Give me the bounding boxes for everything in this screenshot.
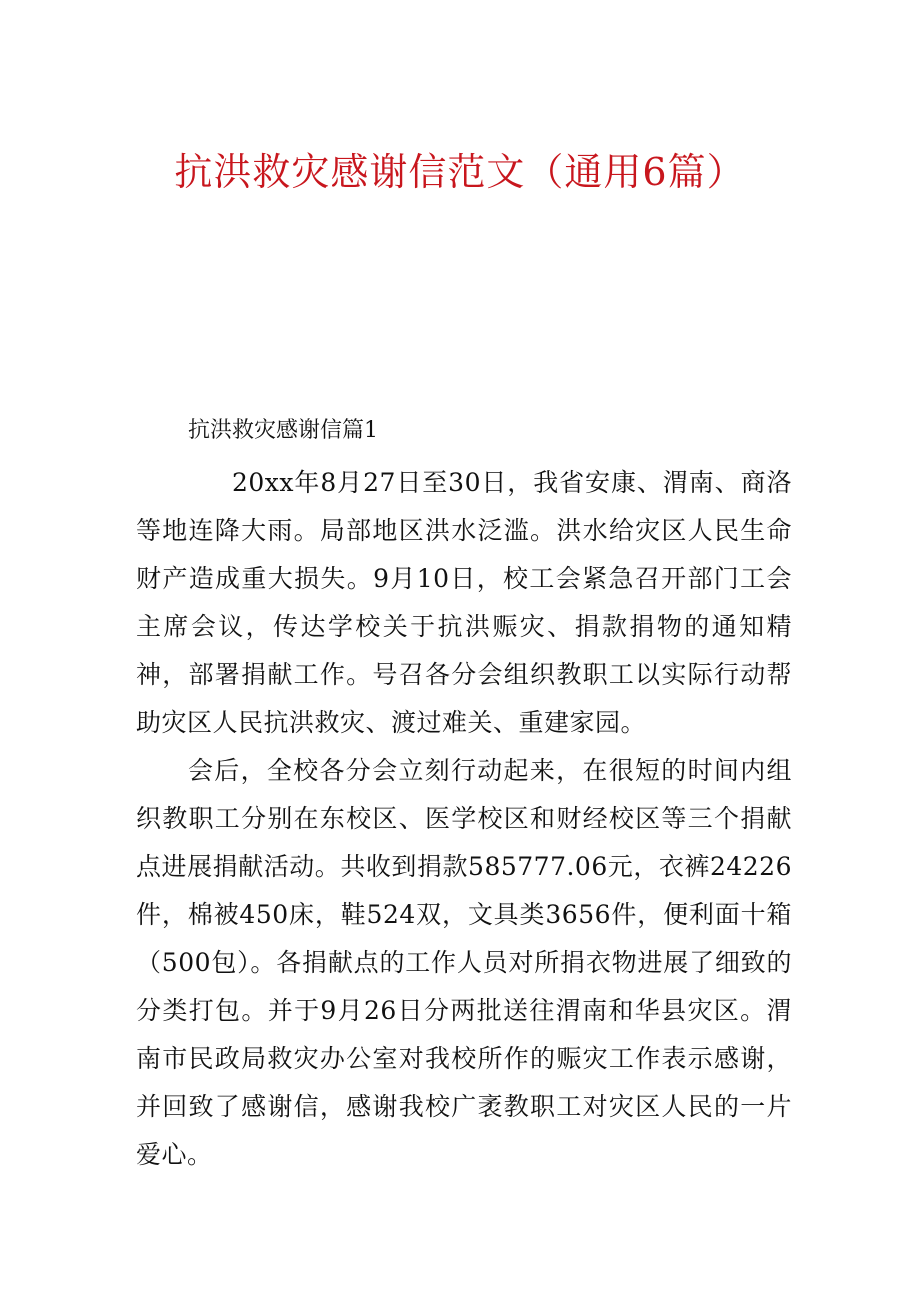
section-heading: 抗洪救灾感谢信篇1 (188, 418, 378, 443)
paragraph: 会后，全校各分会立刻行动起来，在很短的时间内组织教职工分别在东校区、医学校区和财经校区等三个捐献点进展捐献活动。共收到捐款585777.06元，衣裤24226件，棉被450床，鞋524双，文具类3656件，便利面十箱（500包）。各捐献点的工作人员对所捐衣物进展了细致的分类打包。并于9月26日分两批送往渭南和华县灾区。渭南市民政局救灾办公室对我校所作的赈灾工作表示感谢，并回致了感谢信，感谢我校广袤教职工对灾区人民的一片爱心。 (136, 756, 792, 1169)
paragraph: 20xx年8月27日至30日，我省安康、渭南、商洛等地连降大雨。局部地区洪水泛滥。洪水给灾区人民生命财产造成重大损失。9月10日，校工会紧急召开部门工会主席会议，传达学校关于抗洪赈灾、捐款捐物的通知精神，部署捐献工作。号召各分会组织教职工以实际行动帮助灾区人民抗洪救灾、渡过难关、重建家园。 (136, 468, 792, 737)
document-title: 抗洪救灾感谢信范文（通用6篇） (174, 150, 746, 194)
document-body (136, 411, 792, 1179)
